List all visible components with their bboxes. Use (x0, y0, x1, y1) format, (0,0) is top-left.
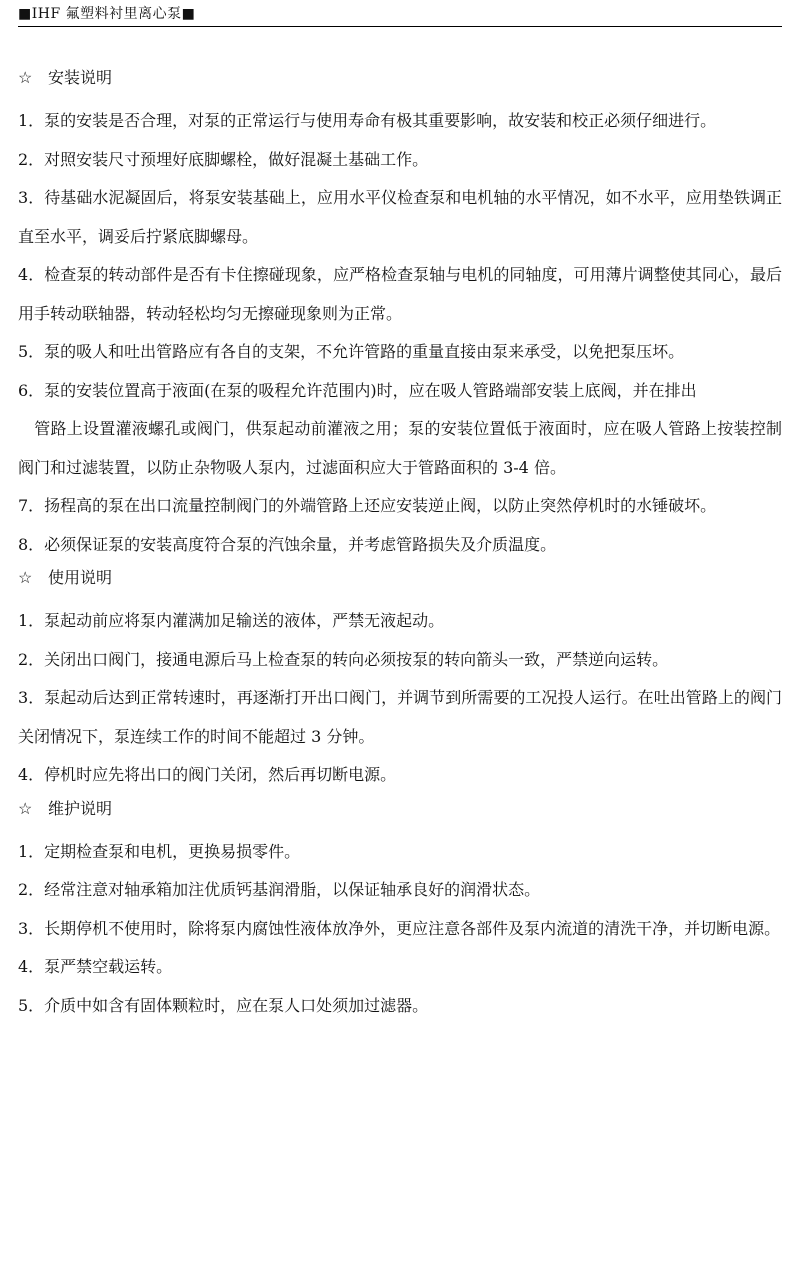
section-title: 使用说明 (48, 568, 113, 587)
star-icon: ☆ (18, 568, 33, 587)
header-title: ■IHF 氟塑料衬里离心泵■ (18, 6, 196, 22)
list-item: 6．泵的安装位置高于液面(在泵的吸程允许范围内)时，应在吸人管路端部安装上底阀，并在排出 (18, 380, 697, 400)
list-item: 4．停机时应先将出口的阀门关闭，然后再切断电源。 (18, 765, 397, 784)
list-item: 2．经常注意对轴承箱加注优质钙基润滑脂，以保证轴承良好的润滑状态。 (18, 880, 541, 899)
list-item: 8．必须保证泵的安装高度符合泵的汽蚀余量，并考虑管路损失及介质温度。 (18, 534, 557, 554)
star-icon: ☆ (18, 798, 33, 818)
list-item: 5．泵的吸人和吐出管路应有各自的支架，不允许管路的重量直接由泵来承受，以免把泵压坏。 (18, 342, 685, 361)
section-heading (18, 795, 782, 823)
section-maintenance (18, 795, 782, 1026)
list-item: 1．泵的安装是否合理，对泵的正常运行与使用寿命有极其重要影响，故安装和校正必须仔细进行。 (18, 111, 717, 130)
section-title: 维护说明 (48, 798, 113, 818)
list-item: 1．泵起动前应将泵内灌满加足输送的液体，严禁无液起动。 (18, 611, 445, 630)
list-item: 3．长期停机不使用时，除将泵内腐蚀性液体放净外，更应注意各部件及泵内流道的清洗干净，并切断电源。 (18, 918, 781, 938)
list-item: 1．定期检查泵和电机，更换易损零件。 (18, 841, 301, 861)
list-item: 3．待基础水泥凝固后，将泵安装基础上，应用水平仪检查泵和电机轴的水平情况，如不水平，应用垫铁调正直至水平，调妥后拧紧底脚螺母。 (18, 188, 782, 246)
section-title: 安装说明 (48, 68, 113, 87)
section-heading (18, 64, 782, 92)
section-installation (18, 64, 782, 564)
list-item: 4．泵严禁空载运转。 (18, 957, 173, 976)
document-body (18, 64, 782, 1025)
running-header (18, 4, 782, 27)
list-item: 管路上设置灌液螺孔或阀门，供泵起动前灌液之用；泵的安装位置低于液面时，应在吸人管路上按装控制阀门和过滤装置，以防止杂物吸人泵内，过滤面积应大于管路面积的 3-4 倍。 (18, 419, 782, 477)
list-item: 3．泵起动后达到正常转速时，再逐渐打开出口阀门，并调节到所需要的工况投人运行。在吐出管路上的阀门关闭情况下，泵连续工作的时间不能超过 3 分钟。 (18, 688, 782, 746)
star-icon: ☆ (18, 68, 33, 87)
list-item: 5．介质中如含有固体颗粒时，应在泵人口处须加过滤器。 (18, 995, 429, 1015)
section-heading (18, 564, 782, 592)
section-usage (18, 564, 782, 795)
list-item: 7．扬程高的泵在出口流量控制阀门的外端管路上还应安装逆止阀，以防止突然停机时的水锤破坏。 (18, 496, 717, 515)
list-item: 4．检查泵的转动部件是否有卡住擦碰现象，应严格检查泵轴与电机的同轴度，可用薄片调整使其同心，最后用手转动联轴器，转动轻松均匀无擦碰现象则为正常。 (18, 265, 782, 323)
list-item: 2．对照安装尺寸预埋好底脚螺栓，做好混凝土基础工作。 (18, 149, 429, 169)
list-item: 2．关闭出口阀门，接通电源后马上检查泵的转向必须按泵的转向箭头一致，严禁逆向运转。 (18, 649, 669, 669)
